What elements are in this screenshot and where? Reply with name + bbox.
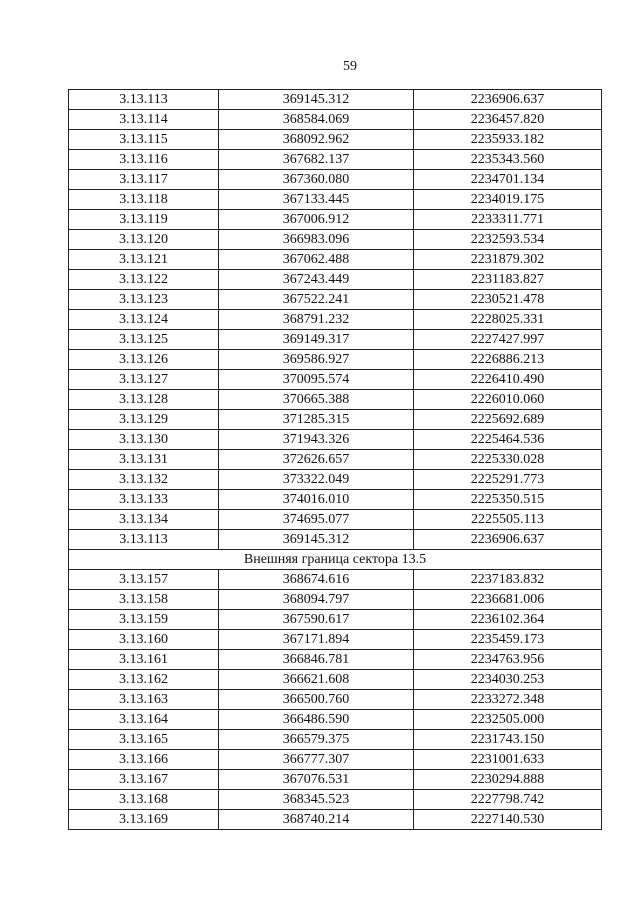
- point-id-cell: 3.13.124: [69, 310, 219, 330]
- table-row: [69, 190, 602, 210]
- y-coordinate-cell: 2233311.771: [414, 210, 602, 230]
- y-coordinate-cell: 2236102.364: [414, 610, 602, 630]
- y-coordinate-cell: 2236681.006: [414, 590, 602, 610]
- x-coordinate-cell: 369149.317: [219, 330, 414, 350]
- point-id-cell: 3.13.132: [69, 470, 219, 490]
- point-id-cell: 3.13.128: [69, 390, 219, 410]
- table-row: [69, 290, 602, 310]
- point-id-cell: 3.13.123: [69, 290, 219, 310]
- x-coordinate-cell: 368094.797: [219, 590, 414, 610]
- table-row: [69, 270, 602, 290]
- x-coordinate-cell: 366777.307: [219, 750, 414, 770]
- point-id-cell: 3.13.129: [69, 410, 219, 430]
- x-coordinate-cell: 374016.010: [219, 490, 414, 510]
- x-coordinate-cell: 366621.608: [219, 670, 414, 690]
- table-row: [69, 570, 602, 590]
- table-row: [69, 710, 602, 730]
- y-coordinate-cell: 2234019.175: [414, 190, 602, 210]
- table-row: [69, 610, 602, 630]
- x-coordinate-cell: 367360.080: [219, 170, 414, 190]
- point-id-cell: 3.13.158: [69, 590, 219, 610]
- point-id-cell: 3.13.119: [69, 210, 219, 230]
- x-coordinate-cell: 366579.375: [219, 730, 414, 750]
- table-section: [69, 550, 602, 570]
- point-id-cell: 3.13.160: [69, 630, 219, 650]
- x-coordinate-cell: 369145.312: [219, 530, 414, 550]
- table-body-lower: [69, 570, 602, 830]
- section-title: Внешняя граница сектора 13.5: [69, 550, 602, 570]
- point-id-cell: 3.13.127: [69, 370, 219, 390]
- x-coordinate-cell: 367006.912: [219, 210, 414, 230]
- y-coordinate-cell: 2236457.820: [414, 110, 602, 130]
- x-coordinate-cell: 371943.326: [219, 430, 414, 450]
- x-coordinate-cell: 370665.388: [219, 390, 414, 410]
- y-coordinate-cell: 2236906.637: [414, 90, 602, 110]
- point-id-cell: 3.13.162: [69, 670, 219, 690]
- point-id-cell: 3.13.122: [69, 270, 219, 290]
- table-row: [69, 450, 602, 470]
- x-coordinate-cell: 366486.590: [219, 710, 414, 730]
- table-row: [69, 410, 602, 430]
- x-coordinate-cell: 372626.657: [219, 450, 414, 470]
- point-id-cell: 3.13.164: [69, 710, 219, 730]
- table-row: [69, 770, 602, 790]
- table-row: [69, 490, 602, 510]
- x-coordinate-cell: 366846.781: [219, 650, 414, 670]
- point-id-cell: 3.13.118: [69, 190, 219, 210]
- y-coordinate-cell: 2233272.348: [414, 690, 602, 710]
- y-coordinate-cell: 2226010.060: [414, 390, 602, 410]
- point-id-cell: 3.13.157: [69, 570, 219, 590]
- y-coordinate-cell: 2235459.173: [414, 630, 602, 650]
- y-coordinate-cell: 2230294.888: [414, 770, 602, 790]
- x-coordinate-cell: 367590.617: [219, 610, 414, 630]
- x-coordinate-cell: 369586.927: [219, 350, 414, 370]
- table-row: [69, 430, 602, 450]
- y-coordinate-cell: 2235933.182: [414, 130, 602, 150]
- table-row: [69, 350, 602, 370]
- table-row: [69, 390, 602, 410]
- table-row: [69, 650, 602, 670]
- x-coordinate-cell: 369145.312: [219, 90, 414, 110]
- table-body-upper: [69, 90, 602, 550]
- y-coordinate-cell: 2225330.028: [414, 450, 602, 470]
- point-id-cell: 3.13.125: [69, 330, 219, 350]
- table-row: [69, 790, 602, 810]
- y-coordinate-cell: 2234030.253: [414, 670, 602, 690]
- point-id-cell: 3.13.163: [69, 690, 219, 710]
- point-id-cell: 3.13.126: [69, 350, 219, 370]
- y-coordinate-cell: 2225350.515: [414, 490, 602, 510]
- table-row: [69, 470, 602, 490]
- x-coordinate-cell: 368740.214: [219, 810, 414, 830]
- point-id-cell: 3.13.121: [69, 250, 219, 270]
- y-coordinate-cell: 2227427.997: [414, 330, 602, 350]
- table-row: [69, 170, 602, 190]
- point-id-cell: 3.13.133: [69, 490, 219, 510]
- point-id-cell: 3.13.165: [69, 730, 219, 750]
- table-row: [69, 670, 602, 690]
- table-row: [69, 690, 602, 710]
- y-coordinate-cell: 2226410.490: [414, 370, 602, 390]
- x-coordinate-cell: 367062.488: [219, 250, 414, 270]
- table-row: [69, 150, 602, 170]
- y-coordinate-cell: 2231743.150: [414, 730, 602, 750]
- point-id-cell: 3.13.113: [69, 530, 219, 550]
- table-row: [69, 750, 602, 770]
- point-id-cell: 3.13.168: [69, 790, 219, 810]
- table-row: [69, 530, 602, 550]
- point-id-cell: 3.13.114: [69, 110, 219, 130]
- y-coordinate-cell: 2228025.331: [414, 310, 602, 330]
- table-row: [69, 130, 602, 150]
- point-id-cell: 3.13.161: [69, 650, 219, 670]
- y-coordinate-cell: 2227798.742: [414, 790, 602, 810]
- table-row: [69, 510, 602, 530]
- x-coordinate-cell: 368584.069: [219, 110, 414, 130]
- x-coordinate-cell: 367171.894: [219, 630, 414, 650]
- point-id-cell: 3.13.159: [69, 610, 219, 630]
- y-coordinate-cell: 2236906.637: [414, 530, 602, 550]
- y-coordinate-cell: 2231879.302: [414, 250, 602, 270]
- table-row: [69, 730, 602, 750]
- y-coordinate-cell: 2225291.773: [414, 470, 602, 490]
- y-coordinate-cell: 2225692.689: [414, 410, 602, 430]
- coordinates-table: [68, 89, 602, 830]
- x-coordinate-cell: 366500.760: [219, 690, 414, 710]
- point-id-cell: 3.13.169: [69, 810, 219, 830]
- point-id-cell: 3.13.166: [69, 750, 219, 770]
- page-number: 59: [343, 59, 357, 74]
- x-coordinate-cell: 367243.449: [219, 270, 414, 290]
- y-coordinate-cell: 2234701.134: [414, 170, 602, 190]
- x-coordinate-cell: 367076.531: [219, 770, 414, 790]
- section-header-row: [69, 550, 602, 570]
- x-coordinate-cell: 370095.574: [219, 370, 414, 390]
- x-coordinate-cell: 367133.445: [219, 190, 414, 210]
- table-row: [69, 330, 602, 350]
- y-coordinate-cell: 2237183.832: [414, 570, 602, 590]
- table-row: [69, 590, 602, 610]
- table-row: [69, 90, 602, 110]
- x-coordinate-cell: 367682.137: [219, 150, 414, 170]
- x-coordinate-cell: 366983.096: [219, 230, 414, 250]
- point-id-cell: 3.13.117: [69, 170, 219, 190]
- x-coordinate-cell: 368674.616: [219, 570, 414, 590]
- table-row: [69, 250, 602, 270]
- point-id-cell: 3.13.113: [69, 90, 219, 110]
- point-id-cell: 3.13.130: [69, 430, 219, 450]
- y-coordinate-cell: 2232593.534: [414, 230, 602, 250]
- x-coordinate-cell: 374695.077: [219, 510, 414, 530]
- y-coordinate-cell: 2227140.530: [414, 810, 602, 830]
- table-row: [69, 110, 602, 130]
- x-coordinate-cell: 368345.523: [219, 790, 414, 810]
- point-id-cell: 3.13.134: [69, 510, 219, 530]
- x-coordinate-cell: 371285.315: [219, 410, 414, 430]
- x-coordinate-cell: 368092.962: [219, 130, 414, 150]
- x-coordinate-cell: 373322.049: [219, 470, 414, 490]
- y-coordinate-cell: 2235343.560: [414, 150, 602, 170]
- x-coordinate-cell: 368791.232: [219, 310, 414, 330]
- point-id-cell: 3.13.116: [69, 150, 219, 170]
- y-coordinate-cell: 2234763.956: [414, 650, 602, 670]
- table-row: [69, 230, 602, 250]
- y-coordinate-cell: 2231001.633: [414, 750, 602, 770]
- table-row: [69, 310, 602, 330]
- y-coordinate-cell: 2225505.113: [414, 510, 602, 530]
- point-id-cell: 3.13.167: [69, 770, 219, 790]
- point-id-cell: 3.13.120: [69, 230, 219, 250]
- y-coordinate-cell: 2231183.827: [414, 270, 602, 290]
- table-row: [69, 210, 602, 230]
- point-id-cell: 3.13.131: [69, 450, 219, 470]
- y-coordinate-cell: 2226886.213: [414, 350, 602, 370]
- point-id-cell: 3.13.115: [69, 130, 219, 150]
- y-coordinate-cell: 2225464.536: [414, 430, 602, 450]
- y-coordinate-cell: 2230521.478: [414, 290, 602, 310]
- table-row: [69, 630, 602, 650]
- table-row: [69, 370, 602, 390]
- table-row: [69, 810, 602, 830]
- x-coordinate-cell: 367522.241: [219, 290, 414, 310]
- y-coordinate-cell: 2232505.000: [414, 710, 602, 730]
